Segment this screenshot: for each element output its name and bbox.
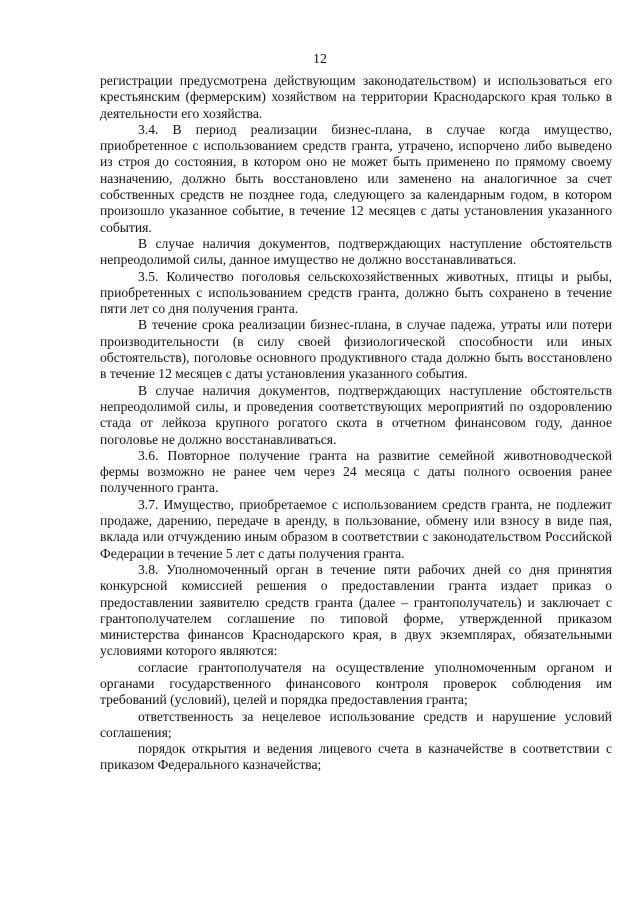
paragraph-livestock-restoration: В течение срока реализации бизнес-плана, в случае падежа, утраты или потери производительности (в силу своей физиологической способности или иных обстоятельств), поголовье основного продуктивного стада должно быть восстановлено в течение 12 месяцев с даты установления указанного события.: [100, 317, 612, 382]
paragraph-3-6: 3.6. Повторное получение гранта на развитие семейной животноводческой фермы возможно не ранее чем через 24 месяца с даты полного освоения ранее полученного гранта.: [100, 447, 612, 496]
document-body: [100, 73, 612, 774]
paragraph-3-5: 3.5. Количество поголовья сельскохозяйственных животных, птицы и рыбы, приобретенных с использованием средств гранта, должно быть сохранено в течение пяти лет со дня получения гранта.: [100, 268, 612, 317]
paragraph-3-7: 3.7. Имущество, приобретаемое с использованием средств гранта, не подлежит продаже, дарению, передаче в аренду, в пользование, обмену или взносу в виде пая, вклада или отчуждению иным образом в соответствии с законодательством Российской Федерации в течение 5 лет с даты получения гранта.: [100, 496, 612, 561]
list-item-responsibility: ответственность за нецелевое использование средств и нарушение условий соглашения;: [100, 708, 612, 740]
list-item-consent: согласие грантополучателя на осуществление уполномоченным органом и органами государственного финансового контроля проверок соблюдения им требований (условий), целей и порядка предоставления гранта;: [100, 659, 612, 708]
paragraph-force-majeure-property: В случае наличия документов, подтверждающих наступление обстоятельств непреодолимой силы, данное имущество не должно восстанавливаться.: [100, 235, 612, 268]
paragraph-3-8: 3.8. Уполномоченный орган в течение пяти рабочих дней со дня принятия конкурсной комиссией решения о предоставлении гранта издает приказ о предоставлении заявителю средств гранта (далее – грантополучатель) и заключает с грантополучателем соглашение по типовой форме, утвержденной приказом министерства финансов Краснодарского края, в двух экземплярах, обязательными условиями которого являются:: [100, 561, 612, 659]
paragraph-continuation: регистрации предусмотрена действующим законодательством) и использоваться его крестьянским (фермерским) хозяйством на территории Краснодарского края только в деятельности его хозяйства.: [100, 73, 612, 121]
list-item-account-procedure: порядок открытия и ведения лицевого счета в казначействе в соответствии с приказом Федерального казначейства;: [100, 741, 612, 773]
paragraph-force-majeure-livestock: В случае наличия документов, подтверждающих наступление обстоятельств непреодолимой силы, и проведения соответствующих мероприятий по оздоровлению стада от лейкоза крупного рогатого скота в отчетном финансовом году, данное поголовье не должно восстанавливаться.: [100, 382, 612, 447]
page-number: 12: [313, 52, 327, 67]
paragraph-3-4: 3.4. В период реализации бизнес-плана, в случае когда имущество, приобретенное с использованием средств гранта, утрачено, испорчено либо выведено из строя до состояния, в котором оно не может быть применено по прямому своему назначению, должно быть восстановлено или заменено на аналогичное за счет собственных средств не позднее года, следующего за календарным годом, в котором произошло указанное событие, в течение 12 месяцев с даты установления указанного события.: [100, 121, 612, 235]
